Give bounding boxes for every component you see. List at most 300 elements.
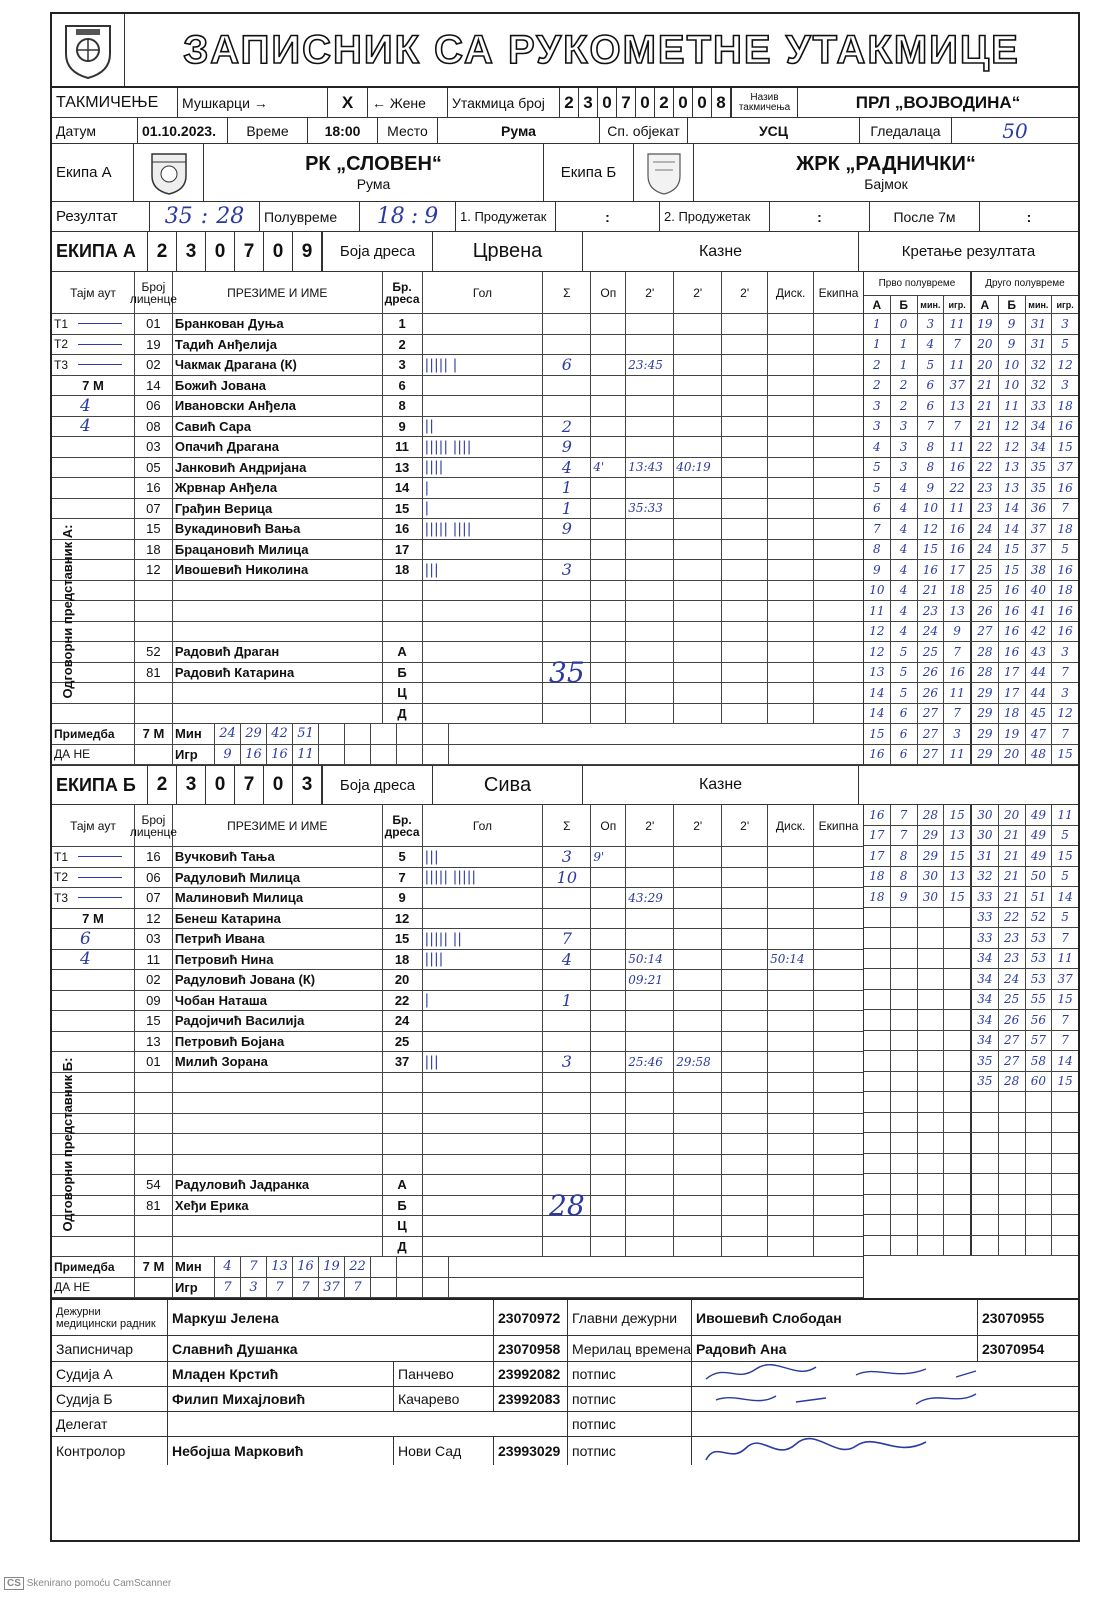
player-name: Милић Зорана	[173, 1052, 383, 1072]
suspension-2	[674, 1032, 722, 1052]
suspension-2	[674, 396, 722, 416]
player-name: Петровић Бојана	[173, 1032, 383, 1052]
place-value: Рума	[438, 118, 600, 143]
official-blank	[423, 642, 544, 662]
progress-first-cell: 28	[918, 805, 945, 825]
progress-first-cell: 16	[944, 519, 972, 539]
progress-second-cell	[999, 1174, 1026, 1194]
progress-row	[864, 1174, 1078, 1195]
jersey-number: 17	[383, 540, 423, 560]
official-blank	[423, 1196, 544, 1216]
suspension-3	[722, 417, 768, 437]
column-header-name: ПРЕЗИМЕ И ИМЕ	[173, 272, 383, 313]
progress-second-cell: 13	[999, 458, 1026, 478]
progress-row	[864, 908, 1078, 929]
goal-tally	[423, 970, 544, 990]
progress-second-cell	[999, 1195, 1026, 1215]
warning-cell	[591, 314, 626, 334]
progress-second-cell: 45	[1026, 704, 1053, 724]
progress-second-cell	[1026, 1092, 1053, 1112]
progress-row	[864, 1215, 1078, 1236]
half-value	[360, 202, 456, 231]
team-penalty-cell	[814, 847, 863, 867]
disqualification-cell	[768, 1073, 814, 1093]
warning-cell	[591, 417, 626, 437]
progress-first-cell: 18	[864, 887, 891, 907]
progress-first-cell	[864, 1154, 891, 1174]
progress-row	[864, 1051, 1078, 1072]
progress-row	[864, 990, 1078, 1011]
timeout-cell	[52, 478, 135, 498]
progress-first-cell	[891, 1031, 918, 1051]
progress-first-cell: 16	[944, 663, 972, 683]
column-header-two: 2'	[674, 805, 722, 846]
progress-first-cell: 11	[944, 314, 972, 334]
table-row	[52, 888, 863, 909]
team-a-city: Рума	[356, 176, 391, 192]
half-b: 9	[424, 204, 439, 229]
progress-second-cell: 20	[999, 805, 1026, 825]
column-header-timeout: Тајм аут	[52, 272, 135, 313]
progress-first-cell: 6	[891, 724, 918, 744]
seven-m-blank	[449, 1257, 863, 1277]
table-row	[52, 601, 863, 622]
officials-label: Одговорни представник Б:	[60, 1057, 75, 1232]
progress-first-cell: 2	[891, 376, 918, 396]
disqualification-cell	[768, 376, 814, 396]
progress-second-cell: 5	[1061, 337, 1069, 352]
team-penalty-cell	[814, 1114, 863, 1134]
seven-m-mark: 4	[80, 416, 91, 437]
seven-m-value	[371, 745, 397, 765]
progress-first-cell	[944, 1113, 972, 1133]
team-a-players	[52, 272, 864, 765]
progress-first-cell: 15	[918, 540, 945, 560]
progress-second-cell	[999, 1154, 1026, 1174]
official-blank	[591, 1196, 626, 1216]
official-blank	[814, 704, 863, 724]
goal-sum: 3	[543, 1052, 591, 1072]
match-number-digit: 2	[560, 88, 579, 117]
progress-first-cell: 16	[944, 458, 972, 478]
timer-number: 23070954	[982, 1340, 1045, 1357]
progress-second-cell: 18	[999, 704, 1026, 724]
progress-second-cell: 21	[972, 417, 999, 437]
progress-second-cell: 53	[1026, 928, 1053, 948]
warning-cell	[591, 1134, 626, 1154]
seven-m-value	[345, 745, 371, 765]
progress-first-cell	[944, 928, 972, 948]
progress-second-cell: 23	[972, 499, 999, 519]
official-name: Радовић Драган	[173, 642, 383, 662]
match-number-digit: 7	[617, 88, 636, 117]
after-7m-value: :	[1026, 208, 1032, 225]
player-name: Брацановић Милица	[173, 540, 383, 560]
goal-tally: |	[423, 478, 544, 498]
progress-second-cell	[1052, 1195, 1078, 1215]
progress-first-cell	[918, 908, 945, 928]
progress-row	[864, 417, 1078, 438]
timeout-cell	[52, 970, 135, 990]
player-name: Божић Јована	[173, 376, 383, 396]
licence-cell: 12	[135, 560, 173, 580]
seven-m-value	[319, 745, 345, 765]
suspension-1	[626, 622, 674, 642]
seven-m-value: 24	[215, 724, 241, 744]
official-blank	[814, 1196, 863, 1216]
table-row	[52, 1032, 863, 1053]
progress-second-cell: 49	[1026, 826, 1053, 846]
timeout-cell	[52, 1011, 135, 1031]
signature-area	[692, 1437, 1078, 1465]
seven-m-value	[423, 1257, 449, 1277]
progress-second-cell: 15	[999, 540, 1026, 560]
progress-first-cell	[891, 1195, 918, 1215]
progress-second-cell	[1052, 1154, 1078, 1174]
disqualification-cell	[768, 970, 814, 990]
suspension-2	[674, 478, 722, 498]
player-name: Радуловић Милица	[173, 868, 383, 888]
head-label: Главни дежурни	[568, 1300, 692, 1335]
progress-first-cell: 26	[918, 683, 945, 703]
disqualification-cell	[768, 581, 814, 601]
progress-first-cell: 27	[918, 724, 945, 744]
progress-first-cell: 1	[864, 314, 891, 334]
jersey-number: 25	[383, 1032, 423, 1052]
seven-m-value: 7	[215, 1278, 241, 1298]
signature-area	[692, 1362, 1078, 1386]
progress-second-cell: 27	[999, 1051, 1026, 1071]
team-penalty-cell	[814, 396, 863, 416]
progress-row	[864, 826, 1078, 847]
column-header-warn: Оп	[591, 272, 626, 313]
team-penalty-cell	[814, 1073, 863, 1093]
official-code: Б	[383, 663, 423, 683]
goal-tally: ||||| |	[423, 355, 544, 375]
team-b-logo	[634, 144, 694, 201]
official-code: Д	[383, 1237, 423, 1257]
spectators-value: 50	[1002, 118, 1028, 143]
team-a-name: РК „СЛОВЕН“	[305, 153, 442, 175]
progress-first-cell: 9	[864, 560, 891, 580]
team-penalty-cell	[814, 929, 863, 949]
progress-second-cell: 15	[999, 560, 1026, 580]
goal-sum: 4	[543, 950, 591, 970]
goal-tally	[423, 581, 544, 601]
progress-first-cell: 8	[918, 458, 945, 478]
progress-second-cell: 31	[1026, 335, 1053, 355]
progress-second-cell: 12	[999, 437, 1026, 457]
seven-m-value: 7	[293, 1278, 319, 1298]
table-row	[52, 847, 863, 868]
official-name	[173, 1237, 383, 1257]
progress-first-cell: 11	[864, 601, 891, 621]
score-progress-second	[864, 805, 1078, 1298]
disqualification-cell	[768, 499, 814, 519]
place-label: Место	[378, 118, 438, 143]
goal-sum: 10	[543, 868, 591, 888]
progress-second-cell: 3	[1061, 378, 1069, 393]
team-penalty-cell	[814, 376, 863, 396]
seven-m-value: 7	[241, 1257, 267, 1277]
suspension-1	[626, 1073, 674, 1093]
progress-second-cell: 44	[1026, 663, 1053, 683]
official-blank	[814, 1175, 863, 1195]
progress-second-cell: 32	[972, 867, 999, 887]
team-b-players	[52, 805, 864, 1298]
scanner-logo-icon: CS	[4, 1577, 24, 1590]
progress-first-cell: 4	[891, 478, 918, 498]
referee-b-label: Судија Б	[52, 1387, 168, 1411]
progress-row	[864, 867, 1078, 888]
suspension-1	[626, 396, 674, 416]
seven-m-value	[397, 1278, 423, 1298]
progress-row	[864, 969, 1078, 990]
licence-cell	[135, 622, 173, 642]
suspension-1: 43:29	[626, 888, 674, 908]
progress-first-cell: 14	[864, 683, 891, 703]
team-penalty-cell	[814, 335, 863, 355]
suspension-3	[722, 458, 768, 478]
progress-first-cell: 6	[891, 745, 918, 765]
progress-row	[864, 745, 1078, 766]
match-number-digit: 0	[636, 88, 655, 117]
progress-second-cell: 18	[1057, 583, 1073, 598]
progress-first-cell: 22	[944, 478, 972, 498]
progress-row	[864, 1010, 1078, 1031]
progress-second-cell	[1026, 1113, 1053, 1133]
jersey-number: 18	[383, 560, 423, 580]
progress-first-cell: 21	[918, 581, 945, 601]
progress-first-cell: 5	[891, 683, 918, 703]
progress-second-cell: 3	[1061, 685, 1069, 700]
progress-second-cell: 30	[972, 826, 999, 846]
column-header-goal: Гол	[423, 805, 544, 846]
team-penalty-cell	[814, 601, 863, 621]
official-name: Радуловић Јадранка	[173, 1175, 383, 1195]
timeout-label: T1	[54, 849, 69, 864]
goal-sum: 1	[543, 991, 591, 1011]
progress-second-cell: 15	[1057, 439, 1073, 454]
progress-first-cell	[918, 949, 945, 969]
official-code: Б	[383, 1196, 423, 1216]
progress-second-cell: 37	[1026, 519, 1053, 539]
suspension-1: 09:21	[626, 970, 674, 990]
disqualification-cell	[768, 478, 814, 498]
progress-second-cell: 17	[999, 683, 1026, 703]
licence-cell: 07	[135, 888, 173, 908]
suspension-1: 35:33	[626, 499, 674, 519]
scanner-watermark	[4, 1578, 171, 1589]
second-half-label: Друго полувреме	[985, 278, 1065, 289]
disqualification-cell	[768, 458, 814, 478]
team-penalty-cell	[814, 437, 863, 457]
time-label: Време	[228, 118, 308, 143]
suspension-1: 23:45	[626, 355, 674, 375]
progress-row	[864, 1133, 1078, 1154]
licence-cell: 01	[135, 1052, 173, 1072]
column-header-two: 2'	[626, 272, 674, 313]
official-row	[52, 1216, 863, 1237]
official-blank	[674, 683, 722, 703]
official-code: А	[383, 1175, 423, 1195]
suspension-1: 50:14	[626, 950, 674, 970]
goal-tally: ||||	[423, 458, 544, 478]
suspension-3	[722, 847, 768, 867]
team-code-digit: 3	[293, 766, 322, 804]
jersey-number	[383, 1073, 423, 1093]
progress-second-cell: 9	[999, 314, 1026, 334]
progress-first-cell	[864, 1092, 891, 1112]
suspension-1	[626, 314, 674, 334]
suspension-1	[626, 376, 674, 396]
team-b-label: Екипа Б	[544, 144, 634, 201]
jersey-number: 3	[383, 355, 423, 375]
table-row	[52, 499, 863, 520]
timeout-dash	[78, 364, 122, 365]
result-b: 28	[216, 204, 245, 229]
player-name: Петровић Нина	[173, 950, 383, 970]
team-total-goals: 28	[549, 1188, 585, 1222]
progress-second-cell: 37	[1026, 540, 1053, 560]
suspension-2	[674, 1073, 722, 1093]
table-row	[52, 868, 863, 889]
progress-second-cell: 57	[1026, 1031, 1053, 1051]
delegate-name	[168, 1412, 568, 1436]
jersey-number: 20	[383, 970, 423, 990]
timeout-cell	[52, 376, 135, 396]
progress-second-cell: 35	[972, 1072, 999, 1092]
warning-cell	[591, 970, 626, 990]
progress-second-cell: 22	[972, 437, 999, 457]
goal-sum: 1	[543, 478, 591, 498]
timeout-dash	[78, 344, 122, 345]
progress-first-cell: 3	[891, 458, 918, 478]
progress-second-cell	[1052, 1092, 1078, 1112]
suspension-2	[674, 417, 722, 437]
seven-m-igr-label: Игр	[173, 745, 215, 765]
goal-sum	[543, 1134, 591, 1154]
official-row	[52, 1188, 863, 1222]
table-row	[52, 970, 863, 991]
progress-first-cell	[944, 1092, 972, 1112]
progress-second-cell: 33	[972, 908, 999, 928]
team-penalty-cell	[814, 991, 863, 1011]
goal-sum	[543, 1155, 591, 1175]
progress-first-cell: 37	[944, 376, 972, 396]
player-name: Радојичић Василија	[173, 1011, 383, 1031]
official-licence: 52	[135, 642, 173, 662]
official-licence: 81	[135, 663, 173, 683]
suspension-3	[722, 560, 768, 580]
licence-cell: 15	[135, 519, 173, 539]
official-blank	[674, 1175, 722, 1195]
progress-second-cell: 14	[999, 499, 1026, 519]
progress-second-cell: 34	[972, 990, 999, 1010]
progress-second-cell: 55	[1026, 990, 1053, 1010]
delegate-label: Делегат	[52, 1412, 168, 1436]
official-blank	[626, 1175, 674, 1195]
disqualification-cell	[768, 868, 814, 888]
official-blank	[543, 1216, 591, 1236]
official-licence: 81	[135, 1196, 173, 1216]
yes-no-label: ДА НЕ	[52, 745, 135, 765]
progress-second-cell: 53	[1026, 969, 1053, 989]
progress-second-cell: 14	[999, 519, 1026, 539]
progress-first-cell	[891, 949, 918, 969]
seven-m-value	[371, 724, 397, 744]
progress-first-cell: 13	[944, 867, 972, 887]
official-blank	[591, 704, 626, 724]
table-row	[52, 581, 863, 602]
table-row	[52, 478, 863, 499]
progress-second-cell: 11	[1057, 807, 1073, 822]
progress-row	[864, 622, 1078, 643]
suspension-1	[626, 909, 674, 929]
seven-m-value	[397, 724, 423, 744]
half-colon: :	[410, 204, 419, 229]
progress-row	[864, 376, 1078, 397]
players-header-row	[52, 272, 863, 314]
official-blank	[722, 1175, 768, 1195]
official-blank	[674, 1196, 722, 1216]
note-label: Примедба	[52, 1257, 135, 1277]
progress-second-cell: 28	[972, 663, 999, 683]
progress-second-cell: 29	[972, 683, 999, 703]
signature-icon	[696, 1388, 996, 1410]
progress-row	[864, 560, 1078, 581]
jersey-number: 6	[383, 376, 423, 396]
suspension-3	[722, 519, 768, 539]
official-blank	[814, 683, 863, 703]
timeout-cell	[52, 396, 135, 416]
seven-m-min-label: Мин	[173, 724, 215, 744]
jersey-number: 18	[383, 950, 423, 970]
disqualification-cell	[768, 1155, 814, 1175]
warning-cell	[591, 622, 626, 642]
official-row	[52, 1175, 863, 1196]
progress-second-cell: 15	[1057, 848, 1073, 863]
official-blank	[543, 704, 591, 724]
progress-second-cell: 16	[999, 642, 1026, 662]
official-blank	[423, 663, 544, 683]
disqualification-cell	[768, 519, 814, 539]
progress-first-cell: 13	[864, 663, 891, 683]
progress-first-cell: 3	[864, 396, 891, 416]
jersey-number	[383, 601, 423, 621]
colour-label: Боја дреса	[323, 232, 433, 271]
progress-first-cell	[944, 1195, 972, 1215]
disqualification-cell	[768, 622, 814, 642]
progress-first-cell: 17	[944, 560, 972, 580]
jersey-number	[383, 622, 423, 642]
suspension-3	[722, 909, 768, 929]
player-name: Жрвнар Анђела	[173, 478, 383, 498]
licence-cell: 05	[135, 458, 173, 478]
seven-m-value	[423, 1278, 449, 1298]
progress-first-cell: 12	[864, 622, 891, 642]
warning-cell	[591, 560, 626, 580]
progress-first-cell: 7	[918, 417, 945, 437]
progress-first-cell	[891, 990, 918, 1010]
player-name	[173, 1073, 383, 1093]
licence-cell: 16	[135, 478, 173, 498]
progress-second-cell: 20	[972, 335, 999, 355]
jersey-number: 22	[383, 991, 423, 1011]
warning-cell	[591, 335, 626, 355]
referee-a-number: 23992082	[494, 1362, 568, 1386]
progress-second-cell: 16	[1057, 624, 1073, 639]
